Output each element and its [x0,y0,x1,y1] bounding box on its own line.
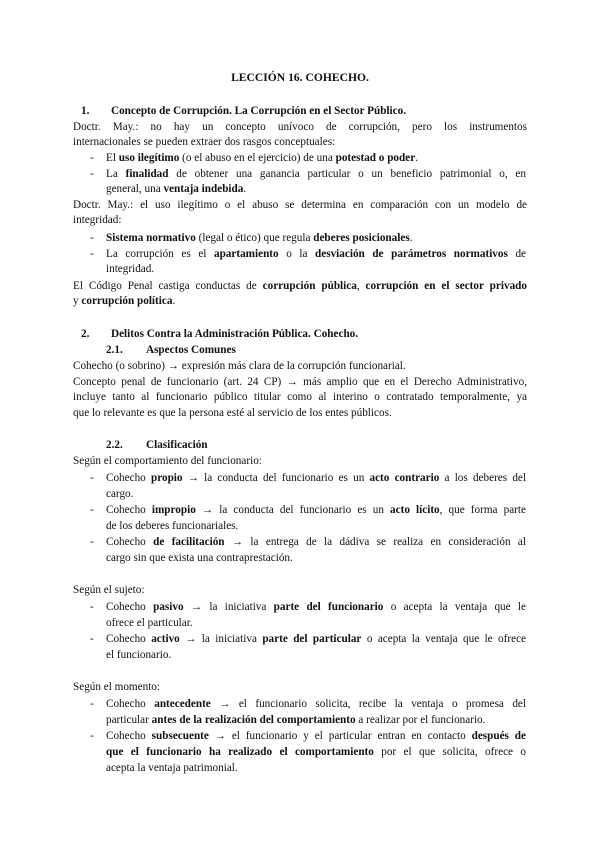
list-item-continued: integridad. [106,263,155,275]
paragraph-line: Concepto penal de funcionario (art. 24 CP) → más amplio que en el Derecho Administrativo, [73,376,527,388]
list-dash: - [90,698,94,710]
paragraph-line: Según el comportamiento del funcionario: [73,455,262,467]
paragraph-line: Cohecho (o sobrino) → expresión más clara de la corrupción funcionarial. [73,360,406,372]
list-item-continued: el funcionario. [106,649,172,661]
paragraph-line: Doctr. May.: no hay un concepto unívoco de corrupción, pero los instrumentos [73,121,527,133]
paragraph-line: Doctr. May.: el uso ilegítimo o el abuso se determina en comparación con un modelo de [73,199,527,211]
paragraph-line: incluye tanto al funcionario público titular como al interino o contratado temporalmente, ya [73,391,527,403]
list-item-continued: de los deberes funcionariales. [106,520,239,532]
list-item: Cohecho impropio → la conducta del funcionario es un acto lícito, que forma parte [106,504,526,516]
list-item-continued: ofrece el particular. [106,617,193,629]
section-number: 2. [81,328,90,340]
list-dash: - [90,168,94,180]
list-item: Cohecho subsecuente → el funcionario y el particular entran en contacto después de [106,730,526,742]
list-item: Cohecho activo → la iniciativa parte del particular o acepta la ventaja que le ofrece [106,633,526,645]
list-item: La finalidad de obtener una ganancia particular o un beneficio patrimonial o, en [106,168,526,180]
list-item-continued: general, una ventaja indebida. [106,183,247,195]
section-number: 1. [81,105,90,117]
paragraph-line: internacionales se pueden extraer dos rasgos conceptuales: [73,136,336,148]
subsection-2-1-heading [106,343,236,358]
list-item: El uso ilegítimo (o el abuso en el ejercicio) de una potestad o poder. [106,152,418,164]
subsection-number: 2.2. [106,439,123,451]
paragraph-line: Según el momento: [73,681,161,693]
list-item: La corrupción es el apartamiento o la desviación de parámetros normativos de [106,248,526,260]
list-dash: - [90,472,94,484]
list-item-continued: cargo sin que exista una contraprestación. [106,552,293,564]
list-item-continued: que el funcionario ha realizado el comportamiento por el que solicita, ofrece o [106,746,526,758]
list-dash: - [90,232,94,244]
list-item: Cohecho propio → la conducta del funcionario es un acto contrario a los deberes del [106,472,526,484]
section-2-heading [81,327,358,342]
list-dash: - [90,730,94,742]
list-item-continued: cargo. [106,488,134,500]
list-item: Cohecho de facilitación → la entrega de la dádiva se realiza en consideración al [106,536,526,548]
paragraph-line: integridad: [73,214,122,226]
list-item: Cohecho pasivo → la iniciativa parte del funcionario o acepta la ventaja que le [106,601,526,613]
subsection-2-2-heading [106,438,208,453]
section-title: Concepto de Corrupción. La Corrupción en el Sector Público. [111,105,407,117]
paragraph-line: y corrupción política. [73,295,176,307]
list-dash: - [90,504,94,516]
list-dash: - [90,152,94,164]
page-title: LECCIÓN 16. COHECHO. [231,71,369,84]
list-item-continued: acepta la ventaja patrimonial. [106,762,238,774]
subsection-title: Clasificación [146,439,208,451]
list-dash: - [90,248,94,260]
paragraph-line: que lo relevante es que la persona esté al servicio de los entes públicos. [73,407,392,419]
list-dash: - [90,633,94,645]
list-item-continued: particular antes de la realización del comportamiento a realizar por el funcionario. [106,714,486,726]
subsection-title: Aspectos Comunes [146,344,236,356]
paragraph-line: El Código Penal castiga conductas de corrupción pública, corrupción en el sector privado [73,280,527,292]
list-item: Cohecho antecedente → el funcionario solicita, recibe la ventaja o promesa del [106,698,526,710]
subsection-number: 2.1. [106,344,123,356]
list-dash: - [90,601,94,613]
section-title: Delitos Contra la Administración Pública. Cohecho. [111,328,359,340]
section-1-heading [81,104,406,119]
list-item: Sistema normativo (legal o ético) que regula deberes posicionales. [106,232,413,244]
list-dash: - [90,536,94,548]
paragraph-line: Según el sujeto: [73,584,145,596]
